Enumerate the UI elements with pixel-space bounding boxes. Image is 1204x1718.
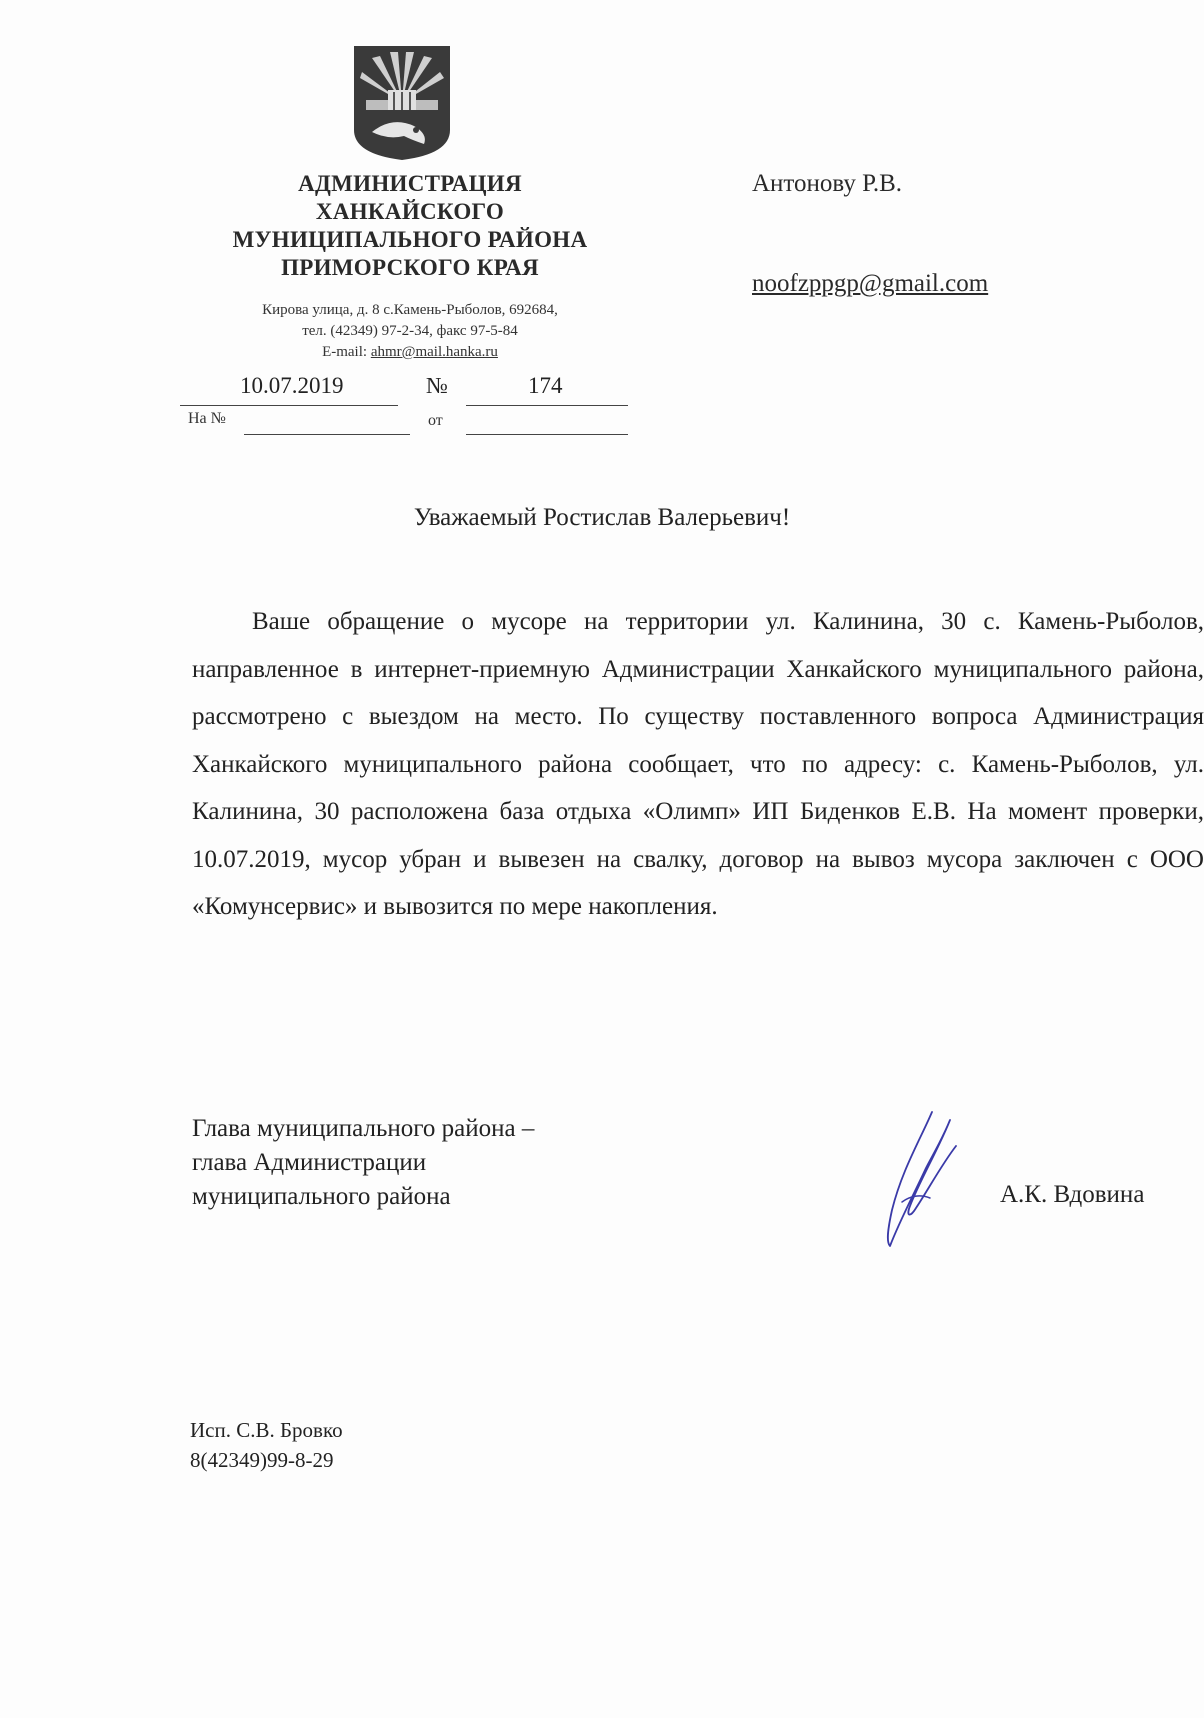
date-underline [180, 405, 398, 406]
reference-date-underline [466, 434, 628, 435]
number-underline [466, 405, 628, 406]
letter-body [192, 598, 1204, 931]
outgoing-number: 174 [528, 373, 563, 398]
signatory-title [192, 1112, 534, 1214]
executor-name: Исп. С.В. Бровко [190, 1418, 343, 1442]
org-address [190, 300, 630, 363]
signatory-title-line-3: муниципального района [192, 1183, 451, 1210]
body-paragraph: Ваше обращение о мусоре на территории ул. Калинина, 30 с. Камень-Рыболов, направленное в интернет-приемную Администрации Ханкайского муниципального района, рассмотрено с выездом на место. По существу поставленного вопроса Администрация Ханкайского муниципального района сообщает, что по адресу: с. Камень-Рыболов, ул. Калинина, 30 расположена база отдыха «Олимп» ИП Биденков Е.В. На момент проверки, 10.07.2019, мусор убран и вывезен на свалку, договор на вывоз мусора заключен с ООО «Комунсервис» и вывозится по мере накопления. [192, 608, 1204, 920]
handwritten-signature [880, 1110, 970, 1250]
address-line-2: тел. (42349) 97-2-34, факс 97-5-84 [302, 323, 518, 339]
org-name-line-3: МУНИЦИПАЛЬНОГО РАЙОНА [232, 227, 588, 252]
number-label: № [426, 373, 448, 398]
org-name-line-4: ПРИМОРСКОГО КРАЯ [281, 255, 539, 280]
reference-date-label: от [428, 412, 443, 429]
organization-header [190, 170, 630, 363]
reference-number-label: На № [188, 410, 226, 427]
outgoing-date: 10.07.2019 [240, 373, 344, 398]
reference-number-underline [244, 434, 410, 435]
org-email-link[interactable]: ahmr@mail.hanka.ru [370, 344, 498, 360]
signatory-title-line-2: глава Администрации [192, 1149, 427, 1176]
address-line-1: Кирова улица, д. 8 с.Камень-Рыболов, 692684, [262, 302, 558, 318]
org-name-line-1: АДМИНИСТРАЦИЯ [298, 171, 522, 196]
salutation: Уважаемый Ростислав Валерьевич! [413, 504, 791, 531]
signatory-name: А.К. Вдовина [1000, 1181, 1145, 1208]
addressee-email-link[interactable]: noofzppgp@gmail.com [752, 270, 989, 297]
executor-info [190, 1415, 343, 1475]
email-prefix: E-mail: [322, 344, 371, 360]
email-line [190, 342, 630, 363]
executor-phone: 8(42349)99-8-29 [190, 1448, 334, 1472]
signatory-title-line-1: Глава муниципального района – [192, 1115, 535, 1142]
org-name-line-2: ХАНКАЙСКОГО [315, 199, 505, 224]
coat-of-arms-emblem [352, 44, 452, 162]
addressee-name: Антонову Р.В. [752, 170, 903, 197]
